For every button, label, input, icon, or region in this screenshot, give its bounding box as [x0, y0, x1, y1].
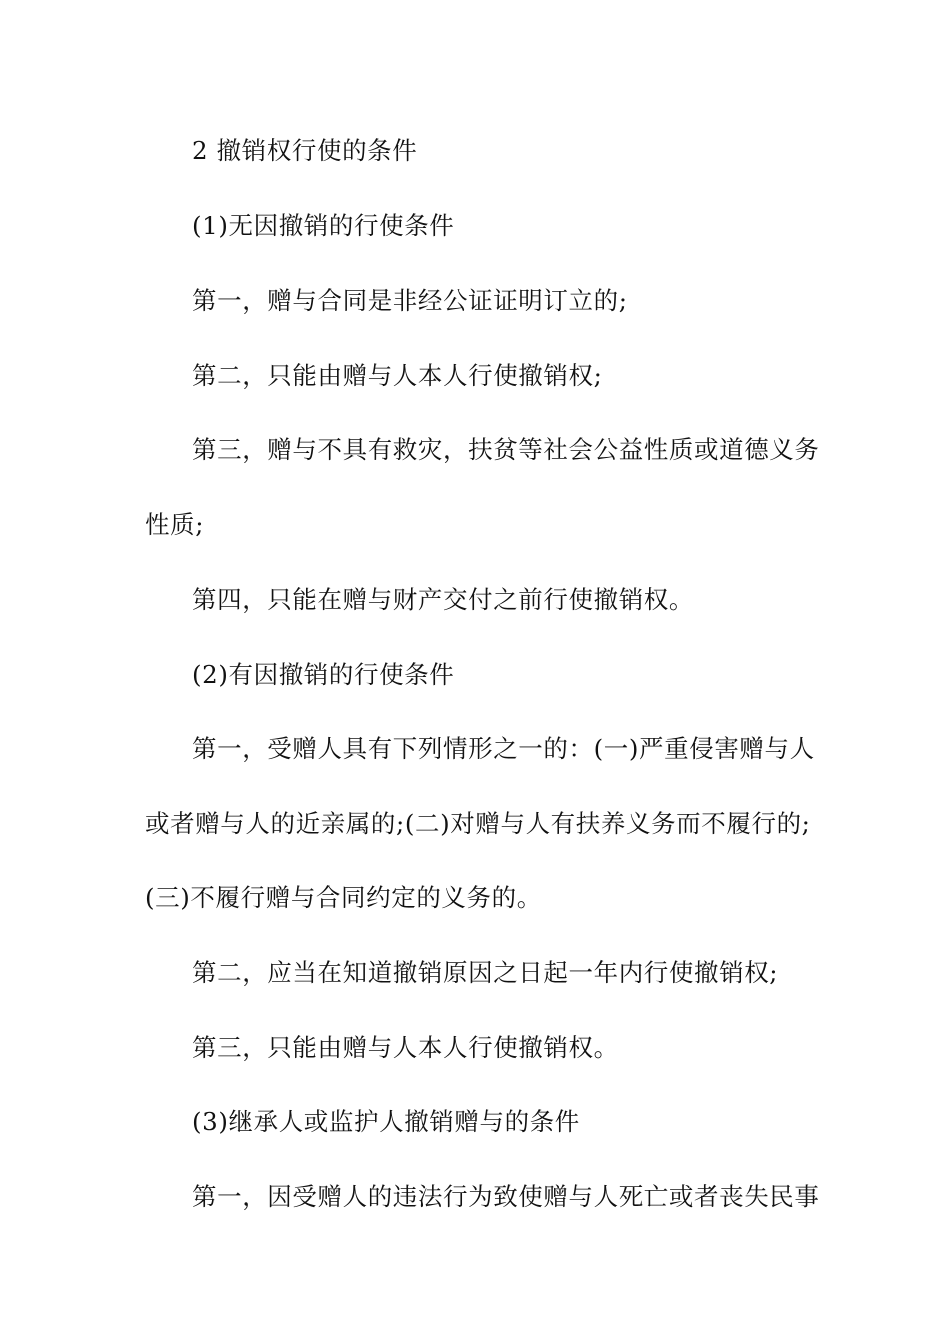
paragraph-line: 第一，因受赠人的违法行为致使赠与人死亡或者丧失民事 [192, 1182, 820, 1211]
paragraph-line: 第三，只能由赠与人本人行使撤销权。 [192, 1033, 619, 1062]
section-heading: 2 撤销权行使的条件 [192, 136, 418, 165]
subsection-heading: (1)无因撤销的行使条件 [192, 211, 455, 240]
subsection-heading: (3)继承人或监护人撤销赠与的条件 [192, 1107, 580, 1136]
paragraph-line: 第一，受赠人具有下列情形之一的：(一)严重侵害赠与人 [192, 734, 815, 763]
paragraph-line: 第二，应当在知道撤销原因之日起一年内行使撤销权; [192, 958, 779, 987]
paragraph-line-continuation: 性质; [145, 510, 205, 539]
paragraph-line-continuation: (三)不履行赠与合同约定的义务的。 [145, 883, 542, 912]
paragraph-line-continuation: 或者赠与人的近亲属的;(二)对赠与人有扶养义务而不履行的; [145, 809, 811, 838]
paragraph-line: 第三，赠与不具有救灾，扶贫等社会公益性质或道德义务 [192, 435, 820, 464]
subsection-heading: (2)有因撤销的行使条件 [192, 660, 455, 689]
paragraph-line: 第一，赠与合同是非经公证证明订立的; [192, 286, 628, 315]
paragraph-line: 第二，只能由赠与人本人行使撤销权; [192, 361, 603, 390]
paragraph-line: 第四，只能在赠与财产交付之前行使撤销权。 [192, 585, 694, 614]
